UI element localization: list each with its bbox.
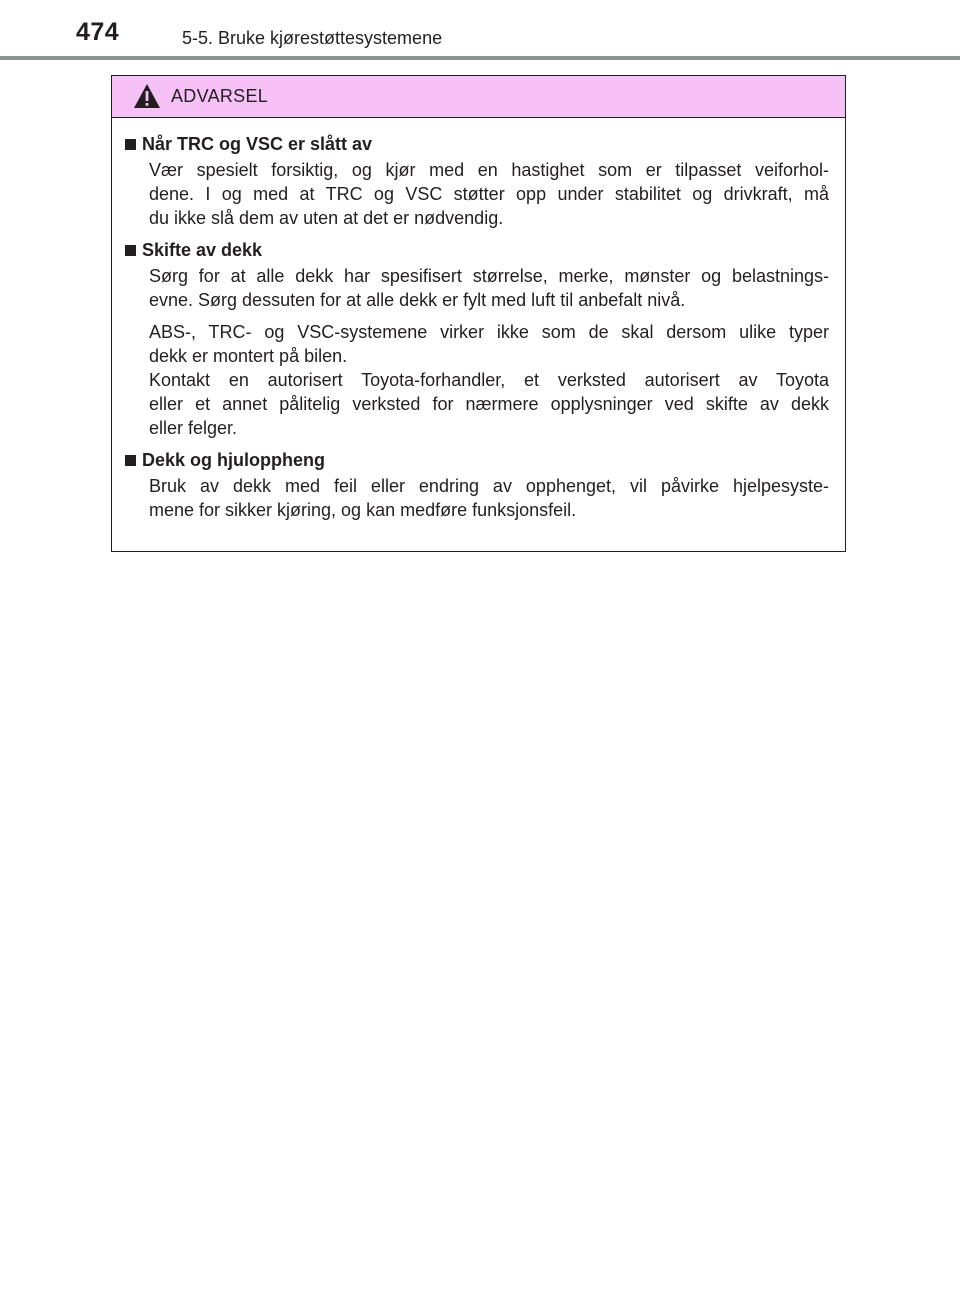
item-heading: [124, 448, 829, 472]
warning-item: [124, 238, 829, 440]
item-heading: [124, 132, 829, 156]
text-line: eller felger.: [149, 418, 238, 438]
item-paragraph: [149, 320, 829, 368]
square-bullet-icon: [125, 455, 136, 466]
header-rule: [0, 56, 960, 60]
text-line: dekk er montert på bilen.: [149, 346, 348, 366]
text-line: Kontakt en autorisert Toyota-forhandler, et verksted autorisert av Toyota: [149, 370, 829, 390]
item-heading: [124, 238, 829, 262]
item-paragraph: [149, 264, 829, 312]
square-bullet-icon: [125, 139, 136, 150]
warning-triangle-icon: [133, 83, 161, 109]
text-line: Vær spesielt forsiktig, og kjør med en hastighet som er tilpasset veiforhol-: [149, 160, 829, 180]
warning-title: ADVARSEL: [171, 86, 269, 106]
warning-body: [112, 118, 845, 522]
text-line: du ikke slå dem av uten at det er nødvendig.: [149, 208, 504, 228]
page-header: [0, 0, 960, 60]
item-paragraph: [149, 474, 829, 522]
section-title: 5-5. Bruke kjørestøttesystemene: [182, 28, 443, 48]
text-line: Sørg for at alle dekk har spesifisert størrelse, merke, mønster og belastnings-: [149, 266, 829, 286]
warning-header: [112, 76, 845, 118]
item-heading-text: Dekk og hjuloppheng: [142, 450, 325, 470]
item-heading-text: Når TRC og VSC er slått av: [142, 134, 373, 154]
text-line: eller et annet pålitelig verksted for nærmere opplysninger ved skifte av dekk: [149, 394, 829, 414]
item-heading-text: Skifte av dekk: [142, 240, 263, 260]
page-number: 474: [76, 18, 120, 46]
square-bullet-icon: [125, 245, 136, 256]
warning-item: [124, 448, 829, 522]
text-line: evne. Sørg dessuten for at alle dekk er fylt med luft til anbefalt nivå.: [149, 290, 686, 310]
text-line: ABS-, TRC- og VSC-systemene virker ikke som de skal dersom ulike typer: [149, 322, 829, 342]
text-line: dene. I og med at TRC og VSC støtter opp under stabilitet og drivkraft, må: [149, 184, 829, 204]
text-line: Bruk av dekk med feil eller endring av opphenget, vil påvirke hjelpesyste-: [149, 476, 829, 496]
warning-box: [111, 75, 846, 552]
text-line: mene for sikker kjøring, og kan medføre funksjonsfeil.: [149, 500, 577, 520]
item-paragraph: [149, 368, 829, 440]
item-paragraph: [149, 158, 829, 230]
warning-item: [124, 132, 829, 230]
